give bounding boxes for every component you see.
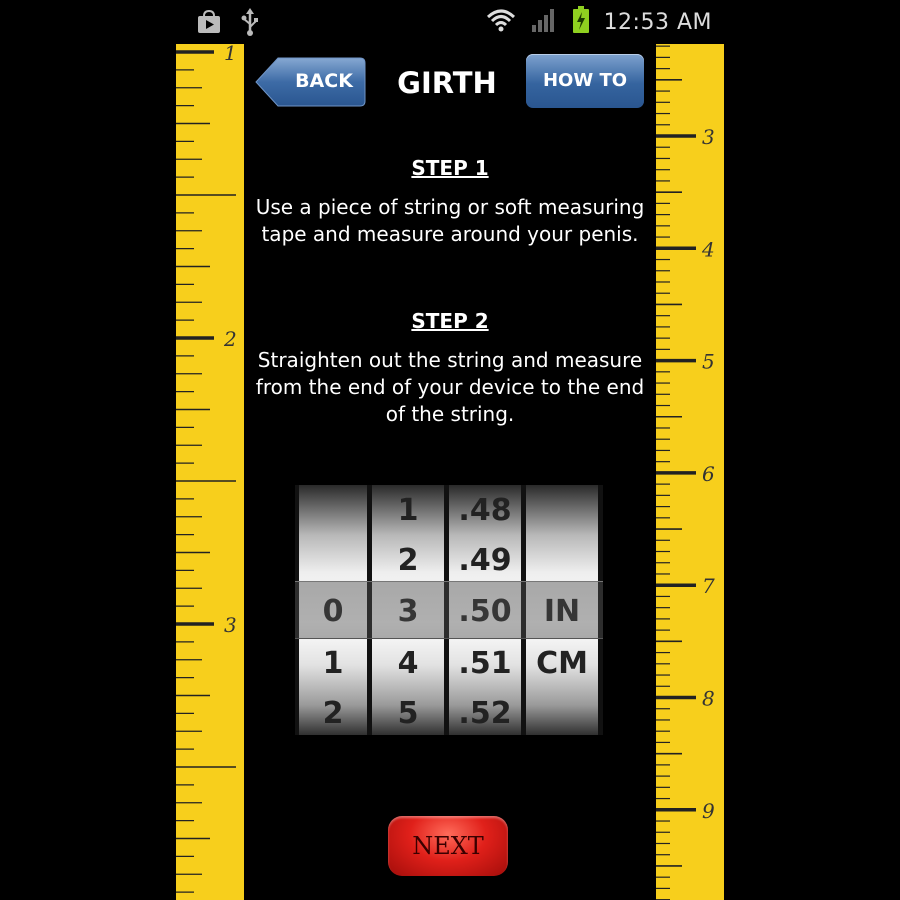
picker-column-fraction[interactable] [449, 485, 521, 735]
ruler-number: 8 [702, 686, 715, 711]
signal-icon [530, 7, 558, 37]
ruler-number: 3 [224, 613, 237, 637]
picker-cell: 5 [397, 696, 419, 731]
picker-cell: 0 [322, 594, 344, 629]
status-bar [176, 0, 724, 44]
wifi-icon [486, 7, 516, 37]
picker-cell: .49 [458, 543, 512, 578]
picker-cell [526, 688, 598, 735]
ruler-number: 5 [702, 349, 715, 374]
right-ruler [656, 44, 724, 900]
picker-column-ones[interactable] [372, 485, 444, 735]
picker-cell: .50 [458, 594, 512, 629]
ruler-number: 9 [702, 798, 715, 823]
picker-cell: .51 [458, 646, 512, 681]
ruler-number: 4 [702, 237, 715, 262]
picker-cell: 1 [322, 646, 344, 681]
ruler-number: 3 [702, 125, 715, 149]
step-2 [246, 309, 654, 428]
picker-cell: 3 [397, 594, 419, 629]
picker-cell: .52 [458, 696, 512, 731]
step-2-heading: STEP 2 [411, 309, 489, 333]
picker-cell: 4 [397, 646, 419, 681]
clock: 12:53 AM [603, 9, 712, 35]
step-1 [246, 156, 654, 248]
picker-cell: 2 [322, 696, 344, 731]
back-button[interactable] [254, 56, 366, 108]
picker-cell: CM [536, 646, 588, 681]
usb-icon [240, 8, 260, 40]
picker-cell: .48 [458, 493, 512, 528]
picker-column-tens[interactable] [299, 485, 367, 735]
measurement-picker [295, 485, 603, 735]
ruler-number: 6 [702, 461, 715, 486]
page-title: GIRTH [397, 66, 497, 100]
picker-cell [299, 485, 367, 537]
step-2-text: Straighten out the string and measure from the end of your device to the end of the string. [255, 348, 645, 426]
left-ruler [176, 44, 244, 900]
battery-charging-icon [572, 6, 590, 38]
next-button[interactable]: NEXT [388, 816, 508, 876]
back-button-label: BACK [295, 70, 353, 92]
picker-cell: 1 [397, 493, 419, 528]
picker-cell [526, 535, 598, 587]
ruler-number: 2 [224, 327, 237, 351]
play-store-icon [196, 10, 222, 38]
step-1-text: Use a piece of string or soft measuring tape and measure around your penis. [255, 195, 645, 246]
how-to-button[interactable]: HOW TO [526, 54, 644, 108]
picker-cell: IN [543, 594, 581, 629]
picker-cell: 2 [397, 543, 419, 578]
ruler-number: 7 [702, 574, 715, 599]
picker-cell [526, 485, 598, 537]
app-screen [176, 44, 724, 900]
picker-cell [299, 535, 367, 587]
step-1-heading: STEP 1 [411, 156, 489, 180]
ruler-number: 1 [224, 44, 237, 65]
picker-column-unit[interactable] [526, 485, 598, 735]
